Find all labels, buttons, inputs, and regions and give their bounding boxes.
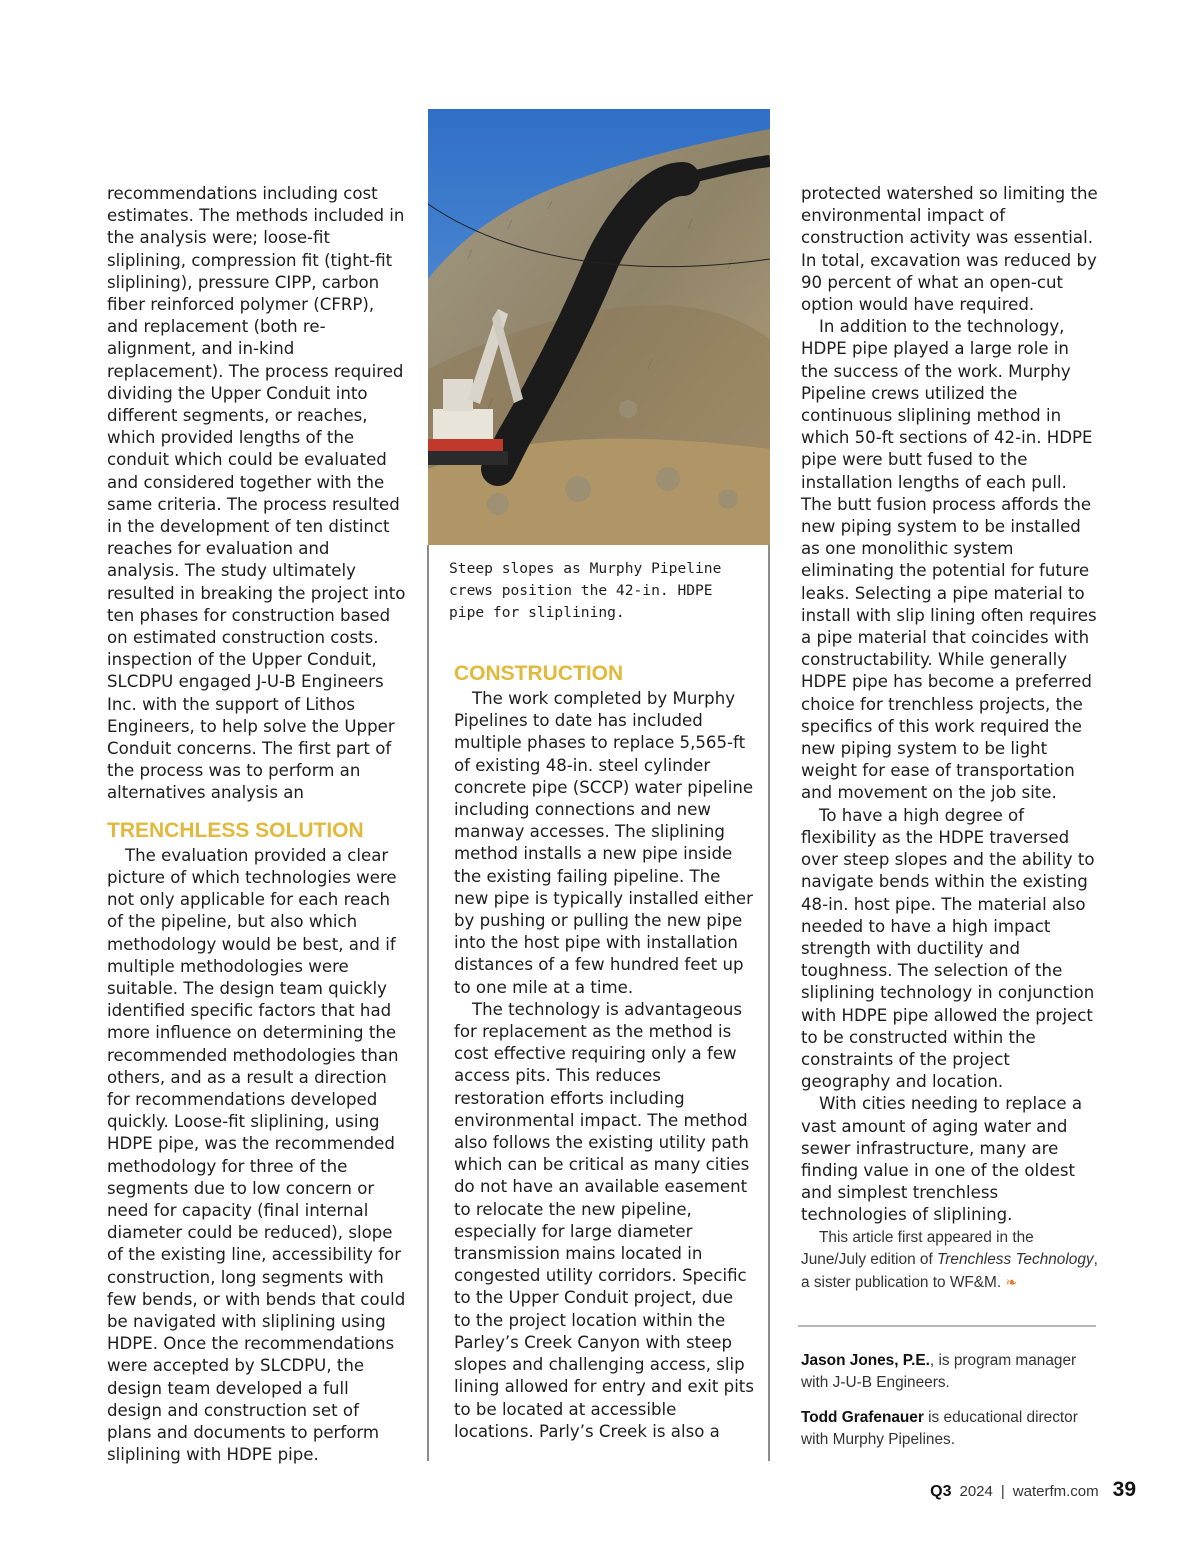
pipeline-photo	[428, 109, 770, 545]
author-name: Todd Grafenauer	[801, 1408, 924, 1426]
author-bio	[801, 1407, 1101, 1452]
section-heading-trenchless-solution: TRENCHLESS SOLUTION	[107, 818, 364, 842]
footer-separator: |	[1000, 1483, 1005, 1500]
author-bio-text: , is program manager with J-U-B Engineers.	[801, 1352, 1077, 1392]
paragraph: The technology is advantageous for replacement as the method is cost effective requiring only a few access pits. This reduces restoration efforts including environmental impact. The method also follows the existing utility path which can be critical as many cities do not have an available easement to relocate the new pipeline, especially for large diameter transmission mains located in congested utility corridors. Specific to the Upper Conduit project, due to the project location within the Parley’s Creek Canyon with steep slopes and challenging access, slip lining allowed for entry and exit pits to be located at accessible locations. Parly’s Creek is also a	[454, 999, 754, 1441]
column-middle	[454, 660, 754, 1443]
page-number: 39	[1112, 1478, 1136, 1501]
site-link[interactable]: waterfm.com	[1012, 1483, 1099, 1500]
column-divider-right	[768, 545, 770, 1461]
author-bios	[801, 1350, 1101, 1464]
column-left	[107, 183, 407, 1466]
paragraph: recommendations including cost estimates. The methods included in the analysis were; loose-fit sliplining, compression fit (tight-fit sliplining), pressure CIPP, carbon fiber reinforced polymer (CFRP), and replacement (both re-alignment, and in-kind replacement). The process required dividing the Upper Conduit into different segments, or reaches, which provided lengths of the conduit which could be evaluated and considered together with the same criteria. The process resulted in the development of ten distinct reaches for evaluation and analysis. The study ultimately resulted in breaking the project into ten phases for construction based on estimated construction costs. inspection of the Upper Conduit, SLCDPU engaged J-U-B Engineers Inc. with the support of Lithos Engineers, to help solve the Upper Conduit concerns. The first part of the process was to perform an alternatives analysis an	[107, 184, 406, 803]
paragraph: The work completed by Murphy Pipelines to date has included multiple phases to replace 5,565-ft of existing 48-in. steel cylinder concrete pipe (SCCP) water pipeline including connections and new manway accesses. The sliplining method installs a new pipe inside the existing failing pipeline. The new pipe is typically installed either by pushing or pulling the new pipe into the host pipe with installation distances of a few hundred feet up to one mile at a time.	[454, 689, 754, 997]
paragraph: In addition to the technology, HDPE pipe played a large role in the success of the work. Murphy Pipeline crews utilized the continuous sliplining method in which 50-ft sections of 42-in. HDPE pipe were butt fused to the installation lengths of each pull. The butt fusion process affords the new piping system to be installed as one monolithic system eliminating the potential for future leaks. Selecting a pipe material to install with slip lining often requires a pipe material that coincides with constructability. While generally HDPE pipe has become a preferred choice for trenchless projects, the specifics of this work required the new piping system to be light weight for ease of transportation and movement on the job site.	[801, 317, 1097, 803]
note-text: This article first appeared in the June/July edition of	[801, 1228, 1034, 1268]
paragraph: The evaluation provided a clear picture of which technologies were not only applicable for each reach of the pipeline, but also which methodology would be best, and if multiple methodologies were suitable. The design team quickly identified specific factors that had more influence on determining the recommended methodologies than others, and as a result a direction for recommendations developed quickly. Loose-fit sliplining, using HDPE pipe, was the recommended methodology for three of the segments due to low concern or need for capacity (final internal diameter could be reduced), slope of the existing line, accessibility for construction, long segments with few bends, or with bends that could be navigated with sliplining using HDPE. Once the recommendations were accepted by SLCDPU, the design team developed a full design and construction set of plans and documents to perform sliplining with HDPE pipe.	[107, 845, 406, 1465]
issue-year: 2024	[959, 1483, 993, 1500]
fish-logo-icon: ❧	[1005, 1274, 1018, 1291]
bio-divider	[798, 1325, 1096, 1327]
section-heading-construction: CONSTRUCTION	[454, 662, 624, 685]
publication-name: Trenchless Technology	[937, 1250, 1094, 1268]
photo-caption: Steep slopes as Murphy Pipeline crews position the 42-in. HDPE pipe for sliplining.	[449, 560, 722, 621]
paragraph: With cities needing to replace a vast amount of aging water and sewer infrastructure, many are finding value in one of the oldest and simplest trenchless technologies of sliplining.	[801, 1094, 1083, 1225]
issue-quarter: Q3	[930, 1483, 952, 1500]
author-bio-text: is educational director with Murphy Pipelines.	[801, 1408, 1078, 1449]
author-bio	[801, 1350, 1101, 1395]
note-text-end: , a sister publication to WF&M.	[801, 1250, 1098, 1292]
column-divider-left	[427, 545, 429, 1461]
author-name: Jason Jones, P.E.	[801, 1352, 930, 1369]
page-footer	[930, 1478, 1136, 1508]
article-note	[801, 1227, 1101, 1295]
column-right	[801, 183, 1101, 1295]
paragraph: protected watershed so limiting the environmental impact of construction activity was essential. In total, excavation was reduced by 90 percent of what an open-cut option would have required.	[801, 184, 1098, 315]
paragraph: To have a high degree of flexibility as the HDPE traversed over steep slopes and the ability to navigate bends within the existing 48-in. host pipe. The material also needed to have a high impact strength with ductility and toughness. The selection of the sliplining technology in conjunction with HDPE pipe allowed the project to be constructed within the constraints of the project geography and location.	[801, 805, 1095, 1092]
